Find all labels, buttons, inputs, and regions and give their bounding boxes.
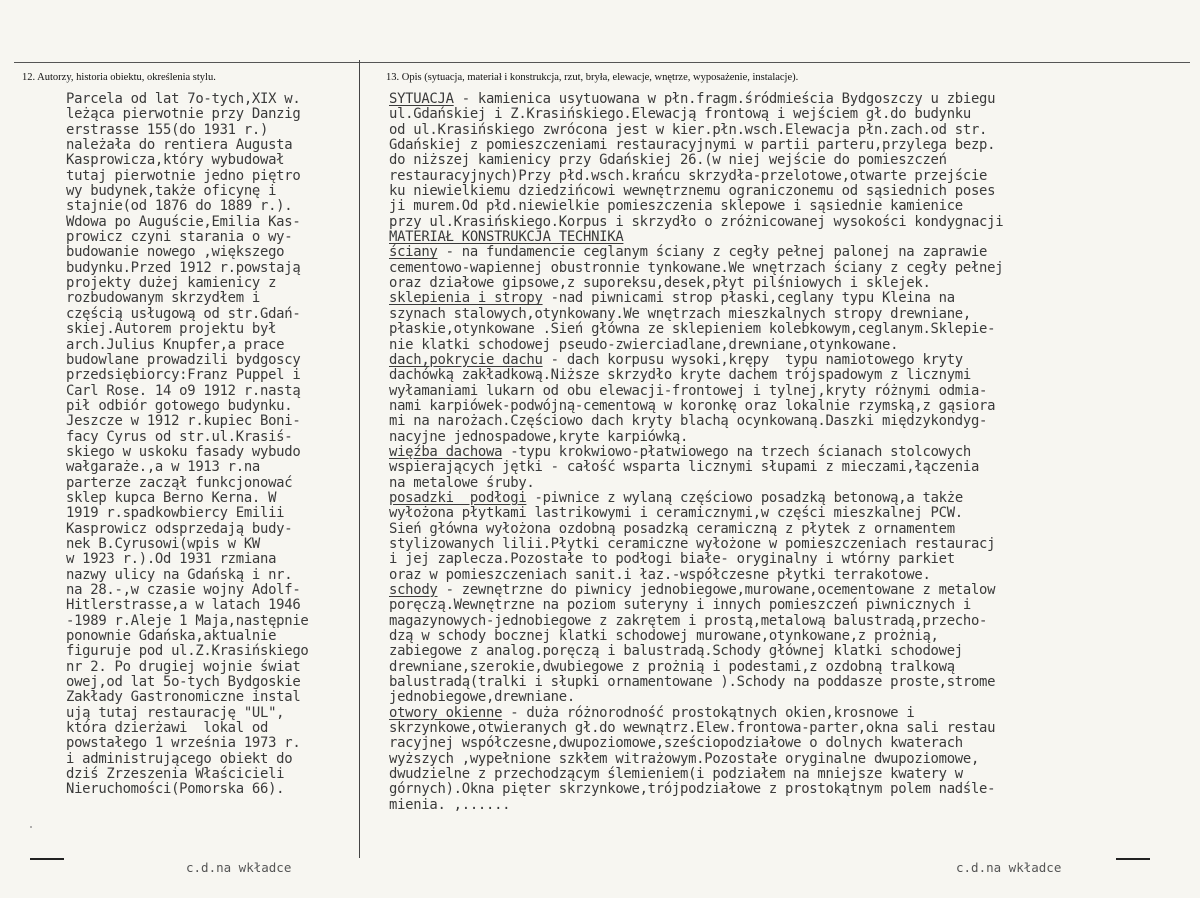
history-line: nek B.Cyrusowi(wpis w KW: [66, 535, 260, 552]
description-text: mienia. ,......: [389, 796, 511, 813]
section-heading: więźba dachowa: [389, 443, 503, 460]
description-line: [389, 276, 1189, 291]
description-text: dwudzielne z przechodzącym ślemieniem(i podziałem na mniejsze kwatery w: [389, 766, 963, 783]
history-line: dziś Zrzeszenia Właścicieli: [66, 766, 285, 783]
history-line: wałgaraże.,a w 1913 r.na: [66, 459, 260, 476]
right-continuation-note: c.d.na wkładce: [956, 860, 1062, 875]
description-line: [389, 230, 1189, 245]
history-line: erstrasse 155(do 1931 r.): [66, 121, 269, 138]
description-line: [389, 322, 1189, 337]
description-text: górnych).Okna pięter skrzynkowe,trójpodziałowe z prostokątnym polem nadśle-: [389, 781, 996, 798]
history-line: tutaj pierwotnie jedno piętro: [66, 167, 301, 184]
description-line: [389, 629, 1189, 644]
column-divider: [359, 60, 360, 858]
history-line: owej,od lat 5o-tych Bydgoskie: [66, 674, 301, 691]
description-line: [389, 291, 1189, 306]
description-line: [389, 552, 1189, 567]
description-text: Sień główna wyłożona ozdobną posadzką ceramiczną z płytek z ornamentem: [389, 520, 955, 537]
section-13-header: 13. Opis (sytuacja, materiał i konstrukcja, rzut, bryła, elewacje, wnętrze, wyposażenie, instalacje).: [386, 72, 799, 83]
description-line: [389, 598, 1189, 613]
description-line: [389, 245, 1189, 260]
description-line: [389, 721, 1189, 736]
description-line: [389, 690, 1189, 705]
description-text: skrzynkowe,otwieranych gł.do wewnątrz.Elew.frontowa-parter,okna sali restau: [389, 720, 996, 737]
description-text: nami karpiówek-podwójną-cementową w koronkę oraz lokalnie rzymską,z gąsiora: [389, 397, 996, 414]
description-text: i jej zaplecza.Pozostałe to podłogi białe- oryginalny i wtórny parkiet: [389, 551, 955, 568]
description-text: -typu krokwiowo-płatwiowego na trzech ścianach stolcowych: [502, 443, 971, 460]
description-line: [389, 169, 1189, 184]
description-line: [389, 752, 1189, 767]
description-line: [389, 445, 1189, 460]
history-line: Wdowa po Auguście,Emilia Kas-: [66, 213, 301, 230]
description-line: [389, 583, 1189, 598]
description-text: cementowo-wapiennej obustronnie tynkowane.We wnętrzach ściany z cegły pełnej: [389, 259, 1004, 276]
description-text: magazynowych-jednobiegowe z zakrętem i prostą,metalową balustradą,przecho-: [389, 612, 988, 629]
description-line: [389, 138, 1189, 153]
description-text: ji murem.Od płd.niewielkie pomieszczenia sklepowe i sąsiednie kamienice: [389, 198, 963, 215]
history-line: pił odbiór gotowego budynku.: [66, 397, 293, 414]
description-line: [389, 307, 1189, 322]
left-continuation-note: c.d.na wkładce: [186, 860, 292, 875]
section-heading: ściany: [389, 244, 438, 261]
description-line: [389, 736, 1189, 751]
description-line: [389, 353, 1189, 368]
description-text: dzą w schody bocznej klatki schodowej murowane,otynkowane,z prożnią,: [389, 628, 939, 645]
history-line: skiego w uskoku fasady wybudo: [66, 443, 301, 460]
description-text: - dach korpusu wysoki,krępy typu namiotowego kryty: [542, 351, 963, 368]
description-line: [389, 261, 1189, 276]
description-line: [389, 368, 1189, 383]
description-line: [389, 215, 1189, 230]
history-line: rozbudowanym skrzydłem i: [66, 290, 260, 307]
description-text: - zewnętrzne do piwnicy jednobiegowe,murowane,ocementowane z metalow: [437, 582, 996, 598]
history-line: Kasprowicz odsprzedają budy-: [66, 520, 293, 537]
description-line: [389, 614, 1189, 629]
description-text: poręczą.Wewnętrzne na poziom suteryny i innych pomieszczeń piwnicznych i: [389, 597, 971, 614]
history-line: Hitlerstrasse,a w latach 1946: [66, 597, 301, 614]
description-text: drewniane,szerokie,dwubiegowe z prożnią i podestami,z ozdobną tralkową: [389, 658, 955, 675]
description-text: od ul.Krasińskiego zwrócona jest w kier.płn.wsch.Elewacja płn.zach.od str.: [389, 121, 988, 138]
description-text: wyłożona płytkami lastrikowymi i ceramicznymi,w części mieszkalnej PCW.: [389, 505, 963, 522]
section-heading: SYTUACJA: [389, 91, 454, 107]
description-line: [389, 184, 1189, 199]
description-line: [389, 338, 1189, 353]
section-heading: posadzki podłogi: [389, 489, 527, 506]
top-rule: [14, 62, 1190, 63]
history-line: budowlane prowadzili bydgoscy: [66, 351, 301, 368]
history-line: Carl Rose. 14 o9 1912 r.nastą: [66, 382, 301, 399]
description-text: płaskie,otynkowane .Sień główna ze sklepieniem kolebkowym,ceglanym.Sklepie-: [389, 321, 996, 338]
history-line: częścią usługową od str.Gdań-: [66, 305, 301, 322]
description-line: [389, 460, 1189, 475]
description-line: [389, 123, 1189, 138]
description-text: na metalowe śruby.: [389, 474, 535, 491]
description-text: stylizowanych lilii.Płytki ceramiczne wyłożone w pomieszczeniach restauracj: [389, 535, 996, 552]
history-line: Nieruchomości(Pomorska 66).: [66, 781, 285, 798]
description-line: [389, 476, 1189, 491]
history-line: -1989 r.Aleje 1 Maja,następnie: [66, 612, 309, 629]
description-line: [389, 414, 1189, 429]
history-text-column: [66, 92, 358, 798]
description-line: [389, 92, 1189, 107]
history-line: budowanie nowego ,większego: [66, 244, 285, 261]
description-text: do niższej kamienicy przy Gdańskiej 26.(w niej wejście do pomieszczeń: [389, 152, 947, 169]
description-text: - kamienica usytuowana w płn.fragm.śródmieścia Bydgoszczy u zbiegu: [453, 91, 996, 107]
description-text: -piwnice z wylaną częściowo posadzką betonową,a także: [526, 489, 963, 506]
history-line: skiej.Autorem projektu był: [66, 321, 277, 338]
history-line: Parcela od lat 7o-tych,XIX w.: [66, 91, 301, 107]
description-line: [389, 798, 1189, 813]
history-line: wy budynek,także oficynę i: [66, 183, 277, 200]
description-line: [389, 399, 1189, 414]
description-line: [389, 537, 1189, 552]
description-line: [389, 644, 1189, 659]
history-line: prowicz czyni starania o wy-: [66, 229, 293, 246]
history-line: sklep kupca Berno Kerna. W: [66, 489, 277, 506]
section-heading: sklepienia i stropy: [389, 290, 543, 307]
history-line: powstałego 1 września 1973 r.: [66, 735, 301, 752]
history-line: w 1923 r.).Od 1931 rzmiana: [66, 551, 277, 568]
section-heading: dach,pokrycie dachu: [389, 351, 543, 368]
description-line: [389, 782, 1189, 797]
history-line: parterze zaczął funkcjonować: [66, 474, 293, 491]
history-line: projekty dużej kamienicy z: [66, 275, 277, 292]
description-line: [389, 568, 1189, 583]
description-text: szynach stalowych,otynkowany.We wnętrzach mieszkalnych stropy drewniane,: [389, 305, 971, 322]
history-line: budynku.Przed 1912 r.powstają: [66, 259, 301, 276]
section-heading: MATERIAŁ KONSTRUKCJA TECHNIKA: [389, 229, 624, 246]
history-line: nazwy ulicy na Gdańską i nr.: [66, 566, 293, 583]
section-12-header: 12. Autorzy, historia obiektu, określenia stylu.: [22, 72, 216, 83]
section-heading: otwory okienne: [389, 704, 503, 721]
history-line: facy Cyrus od str.ul.Krasiś-: [66, 428, 293, 445]
description-text: wspierających jętki - całość wsparta licznymi słupami z mieczami,łączenia: [389, 459, 980, 476]
description-line: [389, 660, 1189, 675]
description-text: Gdańskiej z pomieszczeniami restauracyjnymi w partii parteru,przylega bezp.: [389, 137, 996, 154]
description-text: jednobiegowe,drewniane.: [389, 689, 575, 706]
description-text: ku niewielkiemu dziedzińcowi wewnętrznemu ograniczonemu od sąsiednich poses: [389, 183, 996, 200]
history-line: na 28.-,w czasie wojny Adolf-: [66, 582, 301, 598]
history-line: nr 2. Po drugiej wojnie świat: [66, 658, 301, 675]
history-line: Kasprowicza,który wybudował: [66, 152, 285, 169]
description-line: [389, 506, 1189, 521]
description-line: [389, 522, 1189, 537]
left-end-dash: [30, 858, 64, 860]
history-line: ują tutaj restaurację "UL",: [66, 704, 285, 721]
history-line: i administrującego obiekt do: [66, 750, 293, 767]
history-line: 1919 r.spadkowbiercy Emilii: [66, 505, 285, 522]
description-text: balustradą(tralki i słupki ornamentowane ).Schody na poddasze proste,strome: [389, 674, 996, 691]
description-line: [389, 706, 1189, 721]
history-line: przedsiębiorcy:Franz Puppel i: [66, 367, 301, 384]
description-text: restauracyjnych)Przy płd.wsch.krańcu skrzydła-przelotowe,otwarte przejście: [389, 167, 988, 184]
description-text: -nad piwnicami strop płaski,ceglany typu Kleina na: [542, 290, 955, 307]
description-text: zabiegowe z analog.poręczą i balustradą.Schody głównej klatki schodowej: [389, 643, 963, 660]
description-text: racyjnej współczesne,dwupoziomowe,sześciopodziałowe o dolnych kwaterach: [389, 735, 963, 752]
description-text: mi na narożach.Częściowo dach kryty blachą ocynkowaną.Daszki międzykondyg-: [389, 413, 988, 430]
description-text: dachówką zakładkową.Niższe skrzydło kryte dachem trójspadowym z licznymi: [389, 367, 971, 384]
history-line: Zakłady Gastronomiczne instal: [66, 689, 301, 706]
description-text: wyższych ,wypełnione szkłem witrażowym.Pozostałe oryginalne dwupoziomowe,: [389, 750, 980, 767]
description-line: [389, 153, 1189, 168]
right-end-dash: [1116, 858, 1150, 860]
description-text: oraz w pomieszczeniach sanit.i łaz.-współczesne płytki terrakotowe.: [389, 566, 931, 583]
history-line: stajnie(od 1876 do 1889 r.).: [66, 198, 293, 215]
description-text: wyłamaniami lukarn od obu elewacji-frontowej i tylnej,kryty różnymi odmia-: [389, 382, 988, 399]
description-line: [389, 384, 1189, 399]
description-text: - duża różnorodność prostokątnych okien,krosnowe i: [502, 704, 915, 721]
description-line: [389, 107, 1189, 122]
history-line: Jeszcze w 1912 r.kupiec Boni-: [66, 413, 301, 430]
description-text: - na fundamencie ceglanym ściany z cegły pełnej palonej na zaprawie: [437, 244, 988, 261]
history-line: która dzierżawi lokal od: [66, 720, 269, 737]
description-text: przy ul.Krasińskiego.Korpus i skrzydło o zróżnicowanej wysokości kondygnacji: [389, 213, 1004, 230]
history-line: figuruje pod ul.Z.Krasińskiego: [66, 643, 309, 660]
description-text-column: [389, 92, 1189, 813]
paper-speck: [30, 826, 32, 828]
history-line: arch.Julius Knupfer,a prace: [66, 336, 285, 353]
history-line: ponownie Gdańska,aktualnie: [66, 628, 277, 645]
description-text: nie klatki schodowej pseudo-zwierciadlane,drewniane,otynkowane.: [389, 336, 899, 353]
description-text: ul.Gdańskiej i Z.Krasińskiego.Elewacją frontową i wejściem gł.do budynku: [389, 106, 971, 123]
description-text: nacyjne jednospadowe,kryte karpiówką.: [389, 428, 689, 445]
section-heading: schody: [389, 582, 438, 598]
description-line: [389, 199, 1189, 214]
history-line: leżąca pierwotnie przy Danzig: [66, 106, 301, 123]
description-line: [389, 491, 1189, 506]
history-line: należała do rentiera Augusta: [66, 137, 293, 154]
description-line: [389, 675, 1189, 690]
description-line: [389, 767, 1189, 782]
description-text: oraz działowe gipsowe,z suporeksu,desek,płyt pilśniowych i sklejek.: [389, 275, 931, 292]
description-line: [389, 430, 1189, 445]
